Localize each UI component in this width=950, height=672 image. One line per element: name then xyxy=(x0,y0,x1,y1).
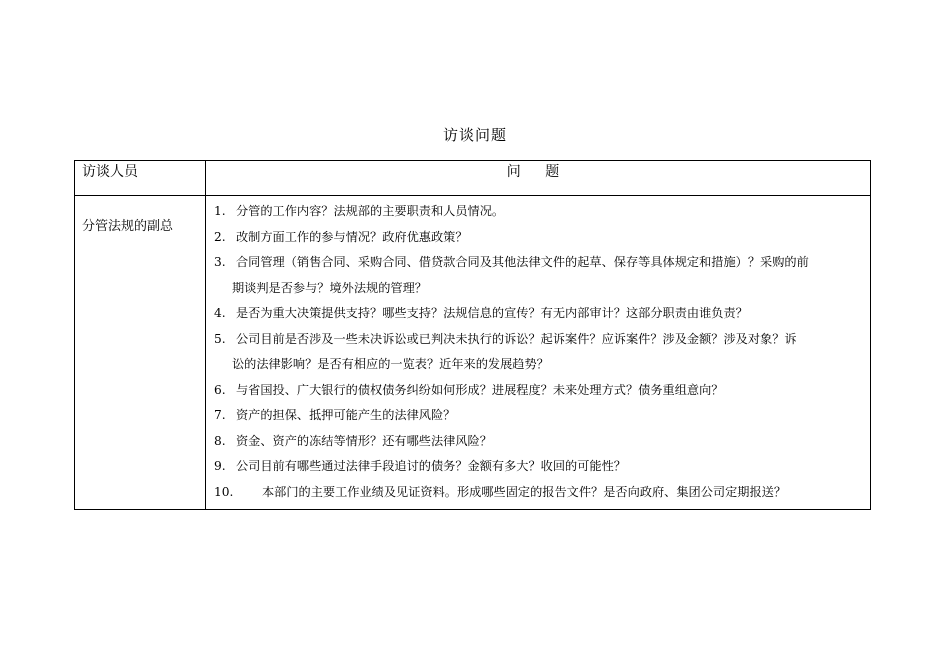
question-item xyxy=(214,480,866,506)
questions-cell xyxy=(206,196,871,510)
question-text: 本部门的主要工作业绩及见证资料。形成哪些固定的报告文件？是否向政府、集团公司定期报送？ xyxy=(262,484,787,499)
question-number: 6. xyxy=(214,382,226,397)
question-item-continuation xyxy=(214,276,866,302)
question-number: 5. xyxy=(214,331,226,346)
question-number: 1. xyxy=(214,204,226,218)
question-number: 8. xyxy=(214,433,226,448)
question-item xyxy=(214,301,866,327)
question-text: 与省国投、广大银行的债权债务纠纷如何形成？进展程度？未来处理方式？债务重组意向？ xyxy=(236,382,724,397)
question-text: 合同管理（销售合同、采购合同、借贷款合同及其他法律文件的起草、保存等具体规定和措施）？采购的前 xyxy=(236,255,809,269)
question-text: 公司目前有哪些通过法律手段追讨的债务？金额有多大？收回的可能性？ xyxy=(236,459,626,473)
header-interviewee: 访谈人员 xyxy=(75,161,206,196)
question-text: 是否为重大决策提供支持？哪些支持？法规信息的宣传？有无内部审计？这部分职责由谁负责？ xyxy=(236,306,748,320)
question-item xyxy=(214,378,866,404)
question-text: 改制方面工作的参与情况？政府优惠政策？ xyxy=(236,229,468,244)
question-item-continuation xyxy=(214,352,866,378)
question-item xyxy=(214,454,866,480)
question-number: 3. xyxy=(214,255,226,269)
table-row xyxy=(75,196,871,510)
question-item xyxy=(214,250,866,276)
question-item xyxy=(214,429,866,455)
question-text: 公司目前是否涉及一些未决诉讼或已判决未执行的诉讼？起诉案件？应诉案件？涉及金额？涉及对象？诉 xyxy=(236,331,797,346)
question-item xyxy=(214,327,866,353)
question-number: 7. xyxy=(214,408,226,422)
interviewee-cell: 分管法规的副总 xyxy=(75,196,206,510)
interview-table xyxy=(74,160,871,510)
question-text: 讼的法律影响？是否有相应的一览表？近年来的发展趋势？ xyxy=(232,357,549,371)
header-questions: 问 题 xyxy=(206,161,871,196)
document-title: 访谈问题 xyxy=(442,126,507,144)
question-item xyxy=(214,199,866,225)
question-text: 期谈判是否参与？境外法规的管理？ xyxy=(232,280,427,295)
table-header-row xyxy=(75,161,871,196)
question-text: 资金、资产的冻结等情形？还有哪些法律风险？ xyxy=(236,433,492,448)
question-item xyxy=(214,225,866,251)
question-number: 4. xyxy=(214,306,226,320)
question-text: 分管的工作内容？法规部的主要职责和人员情况。 xyxy=(236,204,505,218)
question-number: 10. xyxy=(214,484,234,499)
question-text: 资产的担保、抵押可能产生的法律风险？ xyxy=(236,408,456,422)
question-item xyxy=(214,403,866,429)
question-number: 2. xyxy=(214,229,226,244)
question-list xyxy=(214,199,866,505)
question-number: 9. xyxy=(214,459,226,473)
